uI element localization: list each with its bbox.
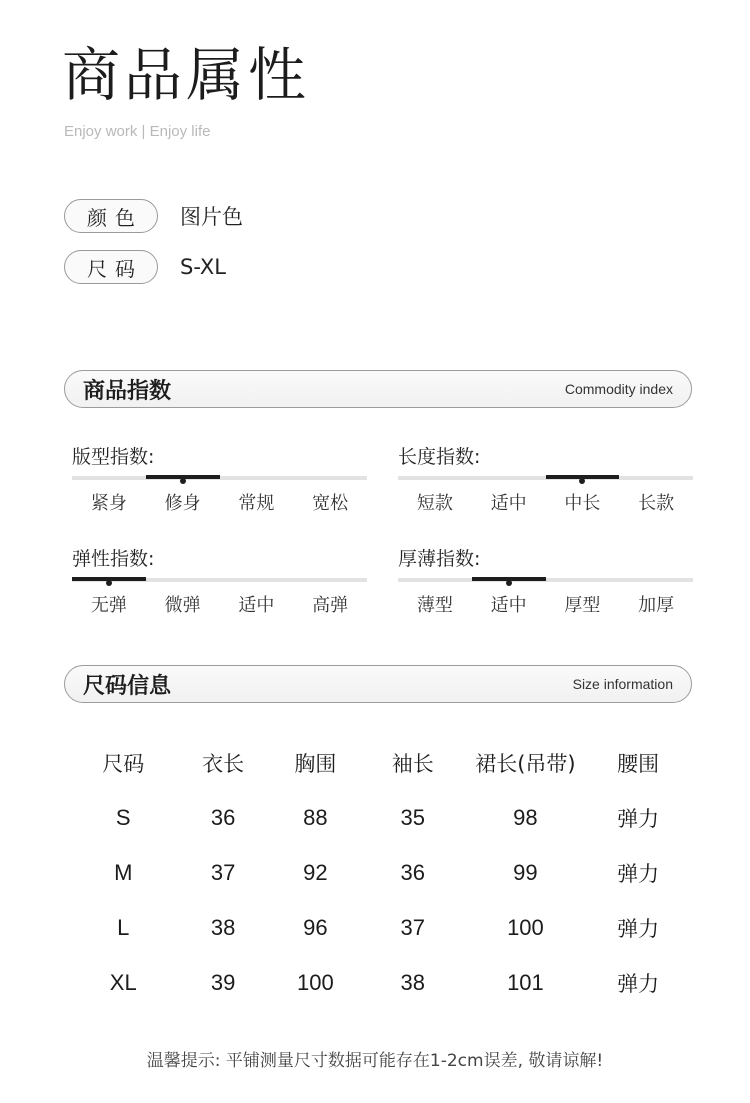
section-title: 尺码信息 xyxy=(83,673,172,699)
index-track xyxy=(398,578,693,582)
attribute-row-color xyxy=(64,197,243,235)
attribute-label-pill: 尺码 xyxy=(64,250,158,284)
table-cell: 38 xyxy=(210,914,236,940)
table-row xyxy=(72,790,692,845)
index-group-thickness xyxy=(398,544,693,617)
table-cell: 弹力 xyxy=(617,861,660,886)
section-subtitle-en: Size information xyxy=(572,676,673,692)
index-track xyxy=(72,578,367,582)
index-label: 厚薄指数: xyxy=(398,548,481,570)
index-marker-dot xyxy=(180,478,186,484)
table-cell: 35 xyxy=(400,804,425,830)
section-subtitle-en: Commodity index xyxy=(564,381,673,397)
index-option: 紧身 xyxy=(90,493,127,514)
index-option: 宽松 xyxy=(312,493,349,514)
commodity-index-header xyxy=(64,370,692,408)
table-cell: 100 xyxy=(297,969,334,995)
index-track xyxy=(72,476,367,480)
table-cell: 92 xyxy=(303,859,328,885)
table-row xyxy=(72,900,692,955)
index-marker-dot xyxy=(106,580,112,586)
table-row xyxy=(72,955,692,1010)
index-option: 厚型 xyxy=(564,595,601,616)
table-cell: M xyxy=(114,859,133,885)
table-cell: 96 xyxy=(303,914,328,940)
table-cell: 88 xyxy=(303,804,328,830)
size-table xyxy=(72,735,692,1010)
index-group-length xyxy=(398,442,693,515)
index-options xyxy=(72,489,367,515)
index-options xyxy=(398,489,693,515)
table-cell: 39 xyxy=(210,969,236,995)
index-label: 弹性指数: xyxy=(72,548,155,570)
table-cell: 98 xyxy=(513,804,538,830)
index-track xyxy=(398,476,693,480)
attribute-value: S-XL xyxy=(180,255,226,279)
index-option: 微弹 xyxy=(164,595,201,616)
index-option: 中长 xyxy=(564,493,601,514)
section-title: 商品指数 xyxy=(83,378,172,404)
index-marker-dot xyxy=(579,478,585,484)
index-options xyxy=(72,591,367,617)
table-cell: S xyxy=(115,804,131,830)
index-option: 短款 xyxy=(416,493,453,514)
index-option: 适中 xyxy=(490,595,527,616)
table-header-row xyxy=(72,735,692,790)
index-marker-dot xyxy=(506,580,512,586)
table-cell: L xyxy=(117,914,130,940)
index-option: 适中 xyxy=(490,493,527,514)
index-option: 加厚 xyxy=(638,595,675,616)
page-subtitle: Enjoy work | Enjoy life xyxy=(64,123,211,140)
table-cell: 37 xyxy=(210,859,236,885)
index-option: 高弹 xyxy=(312,595,349,616)
index-label: 长度指数: xyxy=(398,446,481,468)
attribute-value: 图片色 xyxy=(180,205,243,229)
table-cell: 36 xyxy=(210,804,236,830)
page-title: 商品属性 xyxy=(62,41,311,109)
table-cell: 37 xyxy=(400,914,425,940)
table-cell: 弹力 xyxy=(617,916,660,941)
index-group-elasticity xyxy=(72,544,367,617)
table-cell: 38 xyxy=(400,969,425,995)
table-row xyxy=(72,845,692,900)
index-option: 薄型 xyxy=(416,595,453,616)
table-cell: 99 xyxy=(513,859,538,885)
size-info-header xyxy=(64,665,692,703)
table-cell: 弹力 xyxy=(617,971,660,996)
table-cell: 101 xyxy=(507,969,544,995)
column-header: 裙长(吊带) xyxy=(475,751,576,776)
table-cell: 弹力 xyxy=(617,806,660,831)
measurement-note: 温馨提示: 平铺测量尺寸数据可能存在1-2cm误差, 敬请谅解! xyxy=(146,1051,604,1071)
index-option: 长款 xyxy=(638,493,675,514)
index-option: 修身 xyxy=(164,493,201,514)
index-options xyxy=(398,591,693,617)
column-header: 衣长 xyxy=(202,751,245,776)
index-option: 无弹 xyxy=(90,595,127,616)
table-cell: 36 xyxy=(400,859,425,885)
column-header: 尺码 xyxy=(102,751,145,776)
index-option: 常规 xyxy=(238,493,275,514)
table-cell: XL xyxy=(109,969,137,995)
attribute-label-pill: 颜色 xyxy=(64,199,158,233)
column-header: 胸围 xyxy=(294,751,337,776)
column-header: 腰围 xyxy=(617,751,660,776)
index-option: 适中 xyxy=(238,595,275,616)
index-group-fit xyxy=(72,442,367,515)
table-cell: 100 xyxy=(507,914,544,940)
attribute-row-size xyxy=(64,248,226,286)
index-label: 版型指数: xyxy=(72,446,155,468)
column-header: 袖长 xyxy=(391,751,434,776)
